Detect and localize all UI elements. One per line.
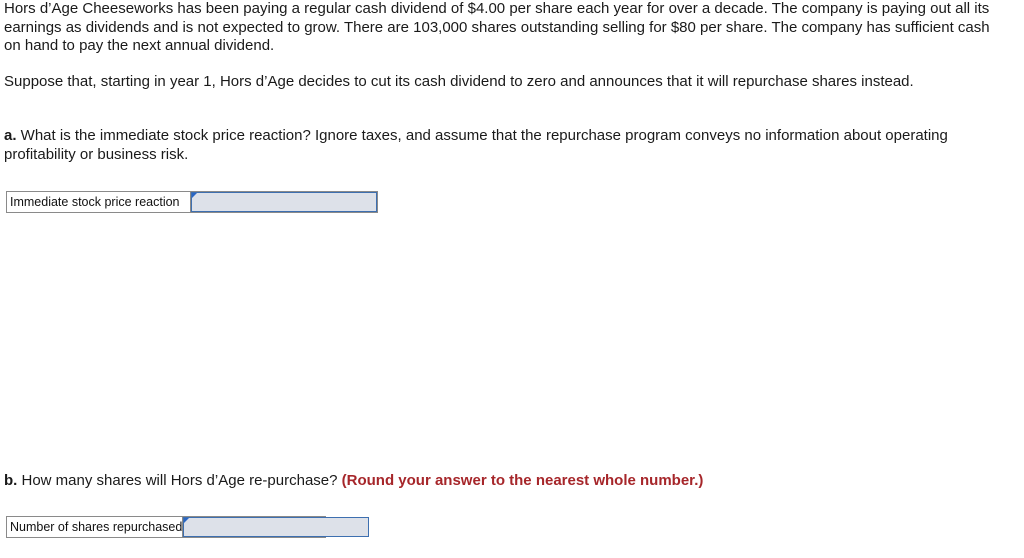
problem-scenario: Suppose that, starting in year 1, Hors d’Age decides to cut its cash dividend to zero and announces that it will repurchase shares instead. bbox=[4, 73, 914, 90]
answer-label-a: Immediate stock price reaction bbox=[7, 192, 191, 212]
answer-label-b: Number of shares repurchased bbox=[7, 517, 183, 537]
answer-input-wrap-b bbox=[183, 517, 369, 537]
question-b-text: How many shares will Hors d’Age re-purchase? bbox=[17, 472, 342, 489]
question-b-prefix: b. bbox=[4, 472, 18, 489]
question-b bbox=[4, 472, 1004, 491]
shares-repurchased-input[interactable] bbox=[183, 517, 369, 537]
stock-price-reaction-input[interactable] bbox=[191, 192, 377, 212]
question-a bbox=[4, 127, 1004, 164]
rounding-instruction: (Round your answer to the nearest whole number.) bbox=[341, 472, 704, 489]
answer-row-a bbox=[6, 191, 378, 213]
problem-intro: Hors d’Age Cheeseworks has been paying a regular cash dividend of $4.00 per share each year for over a decade. The company is paying out all its earnings as dividends and is not expected to grow. There are 103,000 shares outstanding selling for $80 per share. The company has sufficient cash on hand to pay the next annual dividend. bbox=[4, 0, 990, 54]
question-a-text: What is the immediate stock price reaction? Ignore taxes, and assume that the repurchase program conveys no information about operating profitability or business risk. bbox=[4, 127, 948, 163]
answer-input-wrap-a bbox=[191, 192, 377, 212]
question-a-prefix: a. bbox=[4, 127, 17, 144]
answer-row-b bbox=[6, 516, 326, 538]
